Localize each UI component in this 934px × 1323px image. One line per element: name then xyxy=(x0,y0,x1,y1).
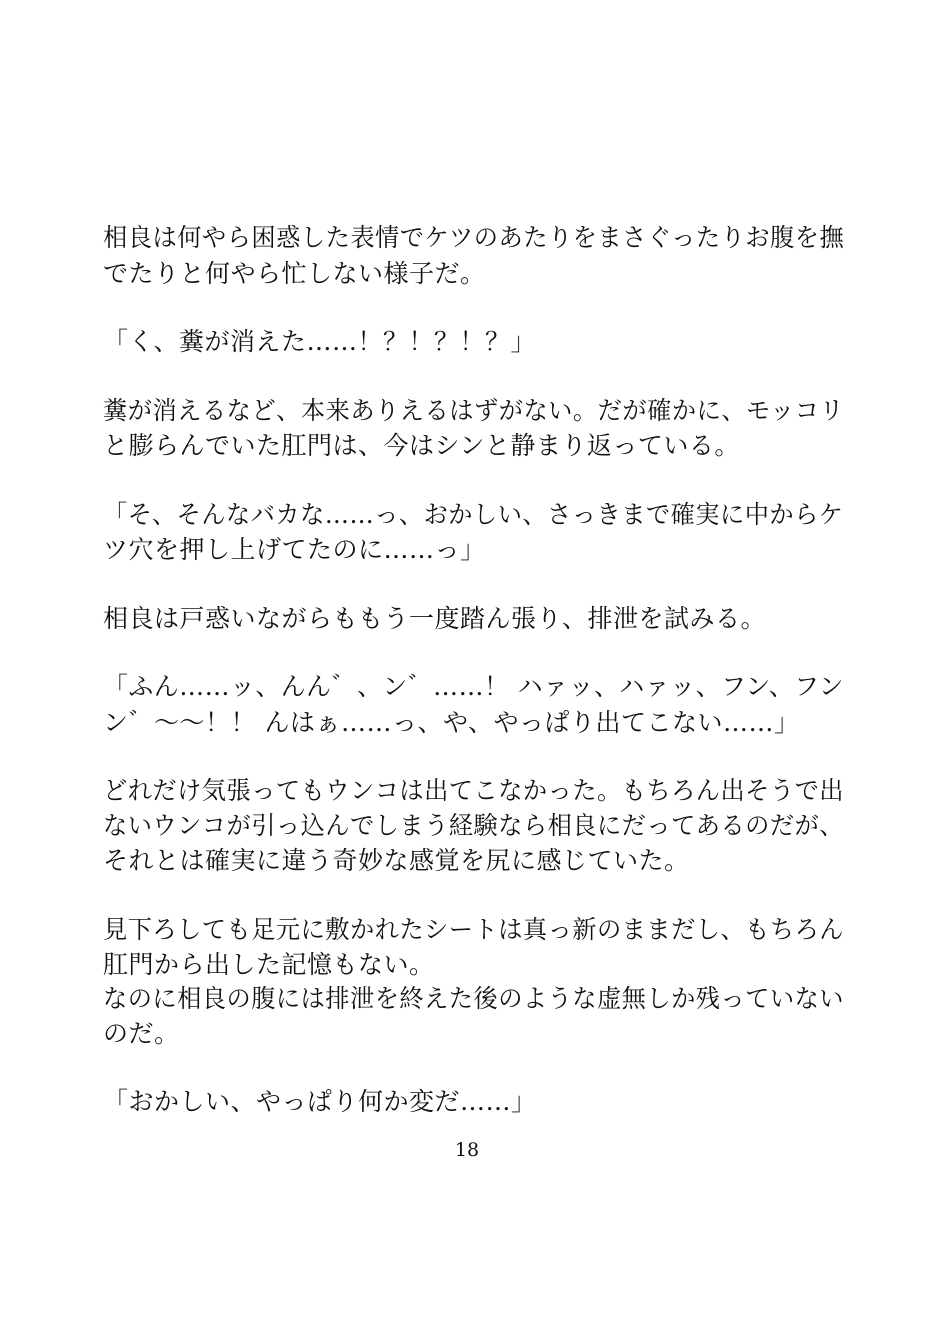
dialogue-line: 「ふん……ッ、んん゛、ン゛……！ ハァッ、ハァッ、フン、フン xyxy=(103,672,844,701)
dialogue-line: 「く、糞が消えた……！？！？！？」 xyxy=(103,327,537,356)
dialogue-line: 「おかしい、やっぱり何か変だ……」 xyxy=(103,1087,537,1116)
dialogue-line: 「そ、そんなバカな……っ、おかしい、さっきまで確実に中からケ xyxy=(103,500,844,529)
text-line: なのに相良の腹には排泄を終えた後のような虚無しか残っていない xyxy=(103,984,844,1013)
text-line: のだ。 xyxy=(103,1019,180,1048)
text-line: と膨らんでいた肛門は、今はシンと静まり返っている。 xyxy=(103,431,740,460)
text-line: それとは確実に違う奇妙な感覚を尻に感じていた。 xyxy=(103,846,690,875)
dialogue-line: ツ穴を押し上げてたのに……っ」 xyxy=(103,535,486,564)
text-line: 糞が消えるなど、本来ありえるはずがない。だが確かに、モッコリ xyxy=(103,396,845,425)
text-line: 相良は戸惑いながらももう一度踏ん張り、排泄を試みる。 xyxy=(103,604,767,633)
text-line: でたりと何やら忙しない様子だ。 xyxy=(103,259,486,288)
text-line: 肛門から出した記憶もない。 xyxy=(103,950,435,979)
text-line: 相良は何やら困惑した表情でケツのあたりをまさぐったりお腹を撫 xyxy=(103,223,845,252)
page-number: 18 xyxy=(454,1139,480,1161)
text-line: 見下ろしても足元に敷かれたシートは真っ新のままだし、もちろん xyxy=(103,915,844,944)
text-line: ないウンコが引っ込んでしまう経験なら相良にだってあるのだが、 xyxy=(103,811,844,840)
text-line: どれだけ気張ってもウンコは出てこなかった。もちろん出そうで出 xyxy=(103,776,844,805)
dialogue-line: ン゛〜〜！！ んはぁ……っ、や、やっぱり出てこない……」 xyxy=(103,708,800,737)
